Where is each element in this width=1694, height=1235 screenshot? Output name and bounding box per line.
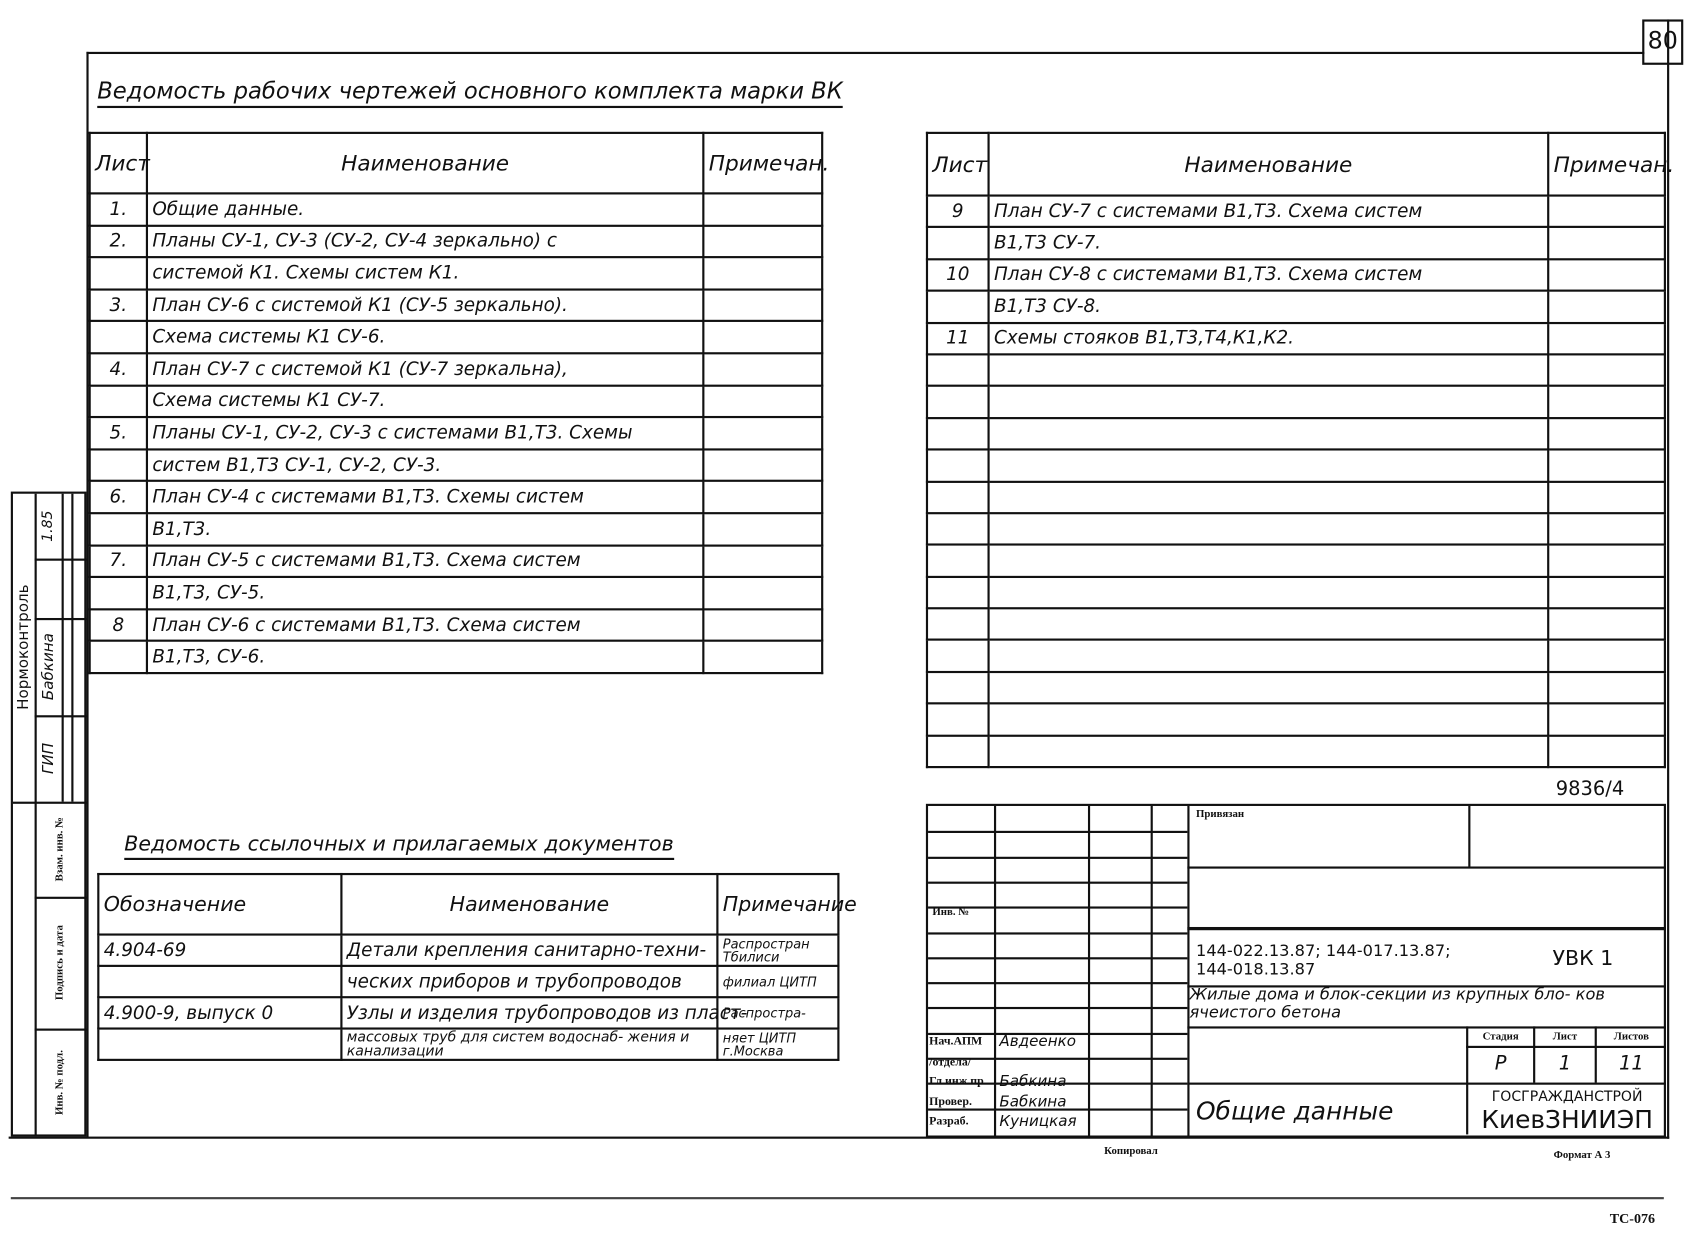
table-row [927, 640, 1665, 672]
name-cell: системой К1. Схемы систем К1. [147, 257, 703, 289]
sheet-cell [927, 577, 989, 609]
page-number: 80 [1642, 19, 1683, 64]
sheet-edge [11, 1197, 1664, 1199]
column-header: Примечан. [1548, 133, 1665, 196]
name-cell: Схема системы К1 СУ-7. [147, 385, 703, 417]
normokontrol-label: Нормоконтроль [15, 584, 33, 710]
note-cell: филиал ЦИТП [717, 966, 838, 997]
name-cell: Схема системы К1 СУ-6. [147, 321, 703, 353]
sheet-value: 1 [1558, 1052, 1572, 1075]
sheet-cell [927, 672, 989, 704]
staff-name: Куницкая [999, 1112, 1077, 1131]
org-institute: КиевЗНИИЭП [1481, 1106, 1653, 1135]
sheet-cell: 9 [927, 196, 989, 228]
name-cell [989, 386, 1549, 418]
sheet-cell [927, 640, 989, 672]
table-row [90, 609, 823, 641]
table-row [90, 289, 823, 321]
note-cell [703, 193, 822, 225]
name-cell: План СУ-6 с системой К1 (СУ-5 зеркально). [147, 289, 703, 321]
note-cell [703, 481, 822, 513]
staff-role: /отдела/ [929, 1055, 972, 1068]
name-cell [989, 608, 1549, 640]
table-row [927, 481, 1665, 513]
header-row [90, 133, 823, 194]
name-cell: В1,Т3, СУ-6. [147, 641, 703, 673]
note-cell [703, 449, 822, 481]
note-cell [1548, 640, 1665, 672]
reference-documents-table [97, 873, 857, 1061]
name-cell [989, 735, 1549, 767]
frame-right [1667, 19, 1669, 1138]
name-cell [989, 545, 1549, 577]
table-row [927, 450, 1665, 482]
main-list-title: Ведомость рабочих чертежей основного комплекта марки ВК [97, 78, 843, 108]
note-cell [703, 609, 822, 641]
table-row [927, 735, 1665, 767]
table-row [927, 323, 1665, 355]
sheet-cell [927, 481, 989, 513]
table-row [927, 196, 1665, 228]
note-cell [703, 513, 822, 545]
table-row [927, 545, 1665, 577]
name-cell: В1,Т3. [147, 513, 703, 545]
table-row [90, 225, 823, 257]
note-cell [1548, 450, 1665, 482]
note-cell [1548, 577, 1665, 609]
sheet-cell [98, 966, 341, 997]
project-codes: 144-022.13.87; 144-017.13.87; 144-018.13.87 [1196, 941, 1451, 979]
staff-role: Провер. [929, 1094, 972, 1108]
name-cell: План СУ-8 с системами В1,Т3. Схема систем [989, 259, 1549, 291]
name-cell: В1,Т3 СУ-7. [989, 227, 1549, 259]
name-cell: В1,Т3, СУ-5. [147, 577, 703, 609]
name-cell: Детали крепления санитарно-техни- [341, 935, 717, 966]
sheet-cell: 4.904-69 [98, 935, 341, 966]
table-row [927, 608, 1665, 640]
table-row [90, 513, 823, 545]
note-cell: Распростра- [717, 997, 838, 1028]
refs-title: Ведомость ссылочных и прилагаемых документов [124, 832, 673, 860]
name-cell [989, 672, 1549, 704]
name-cell [989, 481, 1549, 513]
note-cell [1548, 354, 1665, 386]
staff-name: Бабкина [999, 1072, 1067, 1091]
note-cell [1548, 291, 1665, 323]
note-cell: Распростран Тбилиси [717, 935, 838, 966]
note-cell [1548, 672, 1665, 704]
staff-name: Бабкина [999, 1092, 1067, 1111]
note-cell [703, 641, 822, 673]
sheet-title: Общие данные [1196, 1097, 1394, 1126]
column-header: Примечание [717, 874, 838, 935]
stage-label: Стадия [1482, 1030, 1519, 1043]
name-cell [989, 354, 1549, 386]
sheet-cell [98, 1029, 341, 1060]
note-cell [703, 385, 822, 417]
name-cell: План СУ-5 с системами В1,Т3. Схема систем [147, 545, 703, 577]
note-cell [1548, 608, 1665, 640]
sheet-cell: 10 [927, 259, 989, 291]
table-row [90, 481, 823, 513]
table-row [90, 353, 823, 385]
table-row [927, 672, 1665, 704]
table-row [90, 449, 823, 481]
table-row [90, 257, 823, 289]
name-cell [989, 704, 1549, 736]
name-cell [989, 450, 1549, 482]
sheet-cell: 8 [90, 609, 147, 641]
project-name: Жилые дома и блок-секции из крупных бло- ков ячеистого бетона [1189, 984, 1605, 1023]
sheet-cell [927, 735, 989, 767]
table-row [90, 321, 823, 353]
table-row [98, 935, 838, 966]
name-cell: План СУ-4 с системами В1,Т3. Схемы систем [147, 481, 703, 513]
name-cell: План СУ-7 с системой К1 (СУ-7 зеркальна), [147, 353, 703, 385]
sheet-cell [927, 291, 989, 323]
name-cell: систем В1,Т3 СУ-1, СУ-2, СУ-3. [147, 449, 703, 481]
stage-value: Р [1494, 1052, 1507, 1075]
column-header: Наименование [341, 874, 717, 935]
sheet-cell [90, 385, 147, 417]
table-row [927, 386, 1665, 418]
podpis-data-label: Подпись и дата [54, 925, 66, 1001]
vzam-inv-label: Взам. инв. № [54, 817, 66, 882]
note-cell [1548, 196, 1665, 228]
main-drawings-table-continued [926, 132, 1675, 768]
note-cell: няет ЦИТП г.Москва [717, 1029, 838, 1060]
note-cell [703, 353, 822, 385]
table-row [927, 704, 1665, 736]
name-cell: Схемы стояков В1,Т3,Т4,К1,К2. [989, 323, 1549, 355]
name-cell [989, 640, 1549, 672]
note-cell [703, 289, 822, 321]
sheet-cell: 7. [90, 545, 147, 577]
note-cell [703, 321, 822, 353]
table-row [90, 545, 823, 577]
name-cell: массовых труб для систем водоснаб- жения и канализации [341, 1029, 717, 1060]
sheet-cell [90, 321, 147, 353]
name-cell [989, 418, 1549, 450]
column-header: Наименование [147, 133, 703, 194]
note-cell [1548, 386, 1665, 418]
sheet-cell [90, 641, 147, 673]
note-cell [1548, 418, 1665, 450]
sheet-cell [90, 257, 147, 289]
sheet-cell [927, 450, 989, 482]
table-row [98, 1029, 838, 1060]
normokontrol-name: Бабкина [39, 633, 58, 701]
sheet-cell: 2. [90, 225, 147, 257]
sheet-cell [927, 418, 989, 450]
column-header: Лист [927, 133, 989, 196]
name-cell: План СУ-6 с системами В1,Т3. Схема систем [147, 609, 703, 641]
column-header: Лист [90, 133, 147, 194]
mark-code: УВК 1 [1552, 946, 1614, 971]
table-row [90, 193, 823, 225]
note-cell [1548, 259, 1665, 291]
main-drawings-table [89, 132, 830, 674]
header-row [927, 133, 1665, 196]
sheet-cell: 4.900-9, выпуск 0 [98, 997, 341, 1028]
note-cell [1548, 513, 1665, 545]
note-cell [703, 257, 822, 289]
sheet-cell [90, 577, 147, 609]
table-row [90, 417, 823, 449]
name-cell: Узлы и изделия трубопроводов из пласт- [341, 997, 717, 1028]
note-cell [703, 545, 822, 577]
gip-label: ГИП [39, 742, 58, 775]
sheet-cell: 6. [90, 481, 147, 513]
table-row [90, 385, 823, 417]
sheet-cell: 11 [927, 323, 989, 355]
table-row [90, 577, 823, 609]
name-cell [989, 577, 1549, 609]
copied-label: Копировал [1104, 1145, 1158, 1158]
doc-number: 9836/4 [1555, 777, 1625, 801]
sheet-cell: 3. [90, 289, 147, 321]
table-row [927, 354, 1665, 386]
revision-grid [928, 806, 1187, 1136]
table-row [927, 227, 1665, 259]
note-cell [1548, 481, 1665, 513]
sheet-cell [90, 449, 147, 481]
table-row [927, 418, 1665, 450]
table-row [90, 641, 823, 673]
table-row [927, 259, 1665, 291]
sheet-cell [927, 513, 989, 545]
staff-name: Авдеенко [999, 1032, 1076, 1051]
staff-role: Гл.инж.пр [929, 1074, 984, 1088]
note-cell [703, 417, 822, 449]
name-cell: Планы СУ-1, СУ-3 (СУ-2, СУ-4 зеркально) с [147, 225, 703, 257]
normokontrol-date: 1.85 [39, 510, 57, 542]
name-cell: В1,Т3 СУ-8. [989, 291, 1549, 323]
note-cell [1548, 323, 1665, 355]
header-row [98, 874, 838, 935]
note-cell [703, 577, 822, 609]
name-cell: ческих приборов и трубопроводов [341, 966, 717, 997]
format-label: Формат А 3 [1553, 1149, 1611, 1162]
org-ministry: ГОСГРАЖДАНСТРОЙ [1491, 1089, 1643, 1106]
table-row [927, 577, 1665, 609]
sheet-cell [927, 608, 989, 640]
table-row [98, 997, 838, 1028]
column-header: Обозначение [98, 874, 341, 935]
sheet-label: Лист [1552, 1030, 1578, 1043]
sheets-value: 11 [1619, 1052, 1644, 1075]
sheet-cell: 4. [90, 353, 147, 385]
name-cell: Общие данные. [147, 193, 703, 225]
sheet-cell [927, 354, 989, 386]
privyazan-label: Привязан [1196, 808, 1245, 821]
note-cell [1548, 704, 1665, 736]
frame-top [86, 52, 1644, 54]
note-cell [703, 225, 822, 257]
sheet-cell [927, 227, 989, 259]
name-cell: Планы СУ-1, СУ-2, СУ-3 с системами В1,Т3. Схемы [147, 417, 703, 449]
column-header: Примечан. [703, 133, 822, 194]
table-row [98, 966, 838, 997]
column-header: Наименование [989, 133, 1549, 196]
staff-role: Разраб. [929, 1114, 969, 1128]
footer-code: ТС-076 [1609, 1210, 1656, 1227]
note-cell [1548, 545, 1665, 577]
side-stamp [11, 492, 87, 1137]
name-cell [989, 513, 1549, 545]
sheet-cell [927, 545, 989, 577]
sheet-cell: 1. [90, 193, 147, 225]
note-cell [1548, 227, 1665, 259]
table-row [927, 513, 1665, 545]
title-block [926, 804, 1666, 1138]
table-row [927, 291, 1665, 323]
inv-label: Инв. № [932, 906, 970, 919]
name-cell: План СУ-7 с системами В1,Т3. Схема систем [989, 196, 1549, 228]
sheet-cell [927, 704, 989, 736]
note-cell [1548, 735, 1665, 767]
inv-podl-label: Инв. № подл. [54, 1050, 66, 1116]
sheet-cell: 5. [90, 417, 147, 449]
sheets-label: Листов [1613, 1030, 1650, 1043]
sheet-cell [927, 386, 989, 418]
staff-role: Нач.АПМ [929, 1035, 983, 1048]
sheet-cell [90, 513, 147, 545]
